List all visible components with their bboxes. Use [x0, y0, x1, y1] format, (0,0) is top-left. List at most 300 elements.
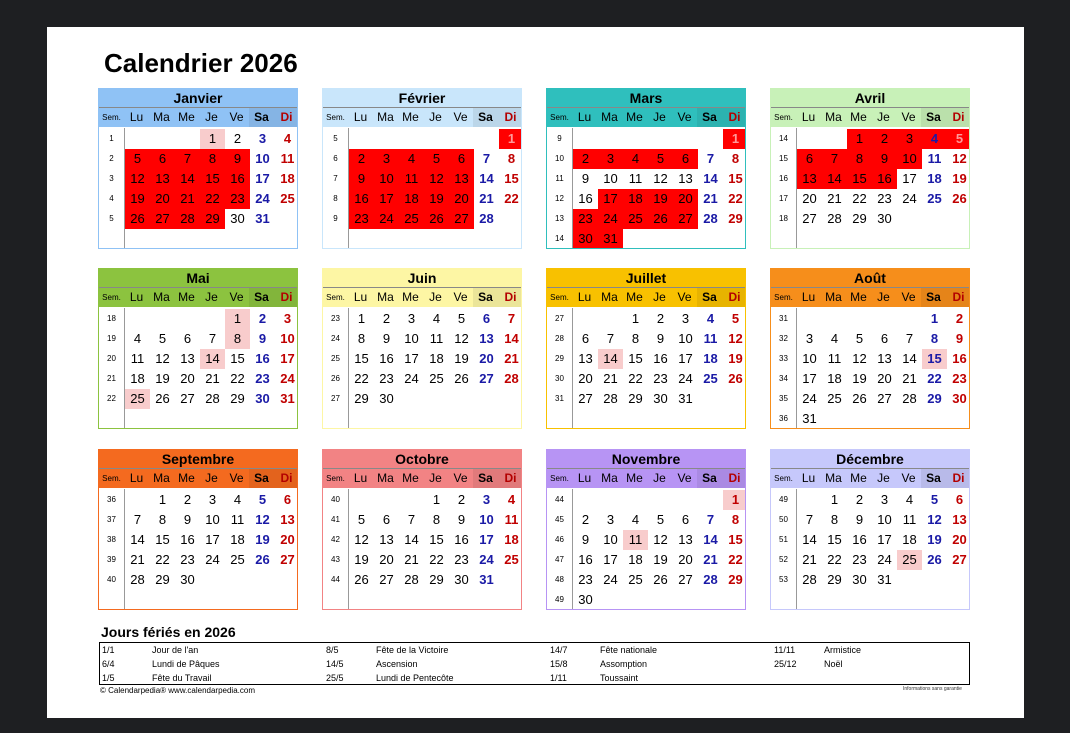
day-cell: 22	[852, 191, 867, 206]
day-cell: 7	[706, 151, 715, 166]
day-cell: 23	[952, 371, 967, 386]
holiday-date: 14/7	[550, 645, 568, 655]
week-header: Sem.	[99, 288, 124, 307]
day-header-ma: Ma	[597, 108, 622, 127]
day-cell: 2	[457, 492, 466, 507]
day-cell: 8	[830, 512, 839, 527]
month-name: Avril	[771, 89, 969, 108]
day-cell: 23	[349, 209, 374, 229]
week-number: 36	[107, 495, 116, 504]
week-number: 40	[107, 575, 116, 584]
day-cell: 28	[175, 209, 200, 229]
holidays-title: Jours fériés en 2026	[101, 624, 236, 640]
day-cell: 4	[631, 512, 640, 527]
week-number: 14	[779, 134, 788, 143]
day-cell: 7	[407, 512, 416, 527]
day-cell: 14	[479, 171, 494, 186]
week-number: 48	[555, 575, 564, 584]
day-cell: 7	[822, 149, 847, 169]
day-header-di: Di	[274, 108, 298, 127]
day-cell: 15	[728, 532, 743, 547]
week-header: Sem.	[323, 108, 348, 127]
day-cell: 12	[653, 171, 668, 186]
holiday-name: Fête de la Victoire	[376, 645, 449, 655]
day-header-me: Me	[398, 288, 423, 307]
day-cell: 14	[404, 532, 419, 547]
week-header: Sem.	[547, 108, 572, 127]
day-header-lu: Lu	[348, 288, 373, 307]
day-cell: 27	[578, 391, 593, 406]
week-number: 12	[555, 194, 564, 203]
day-header-sa: Sa	[473, 469, 498, 488]
holiday-date: 1/5	[102, 673, 115, 683]
day-header-me: Me	[174, 288, 199, 307]
day-cell: 18	[703, 351, 718, 366]
day-cell: 27	[952, 552, 967, 567]
day-cell: 21	[827, 191, 842, 206]
week-number: 2	[109, 154, 114, 163]
day-cell: 12	[852, 351, 867, 366]
day-cell: 29	[628, 391, 643, 406]
day-cell: 5	[125, 149, 150, 169]
day-cell: 21	[504, 351, 519, 366]
day-cell: 28	[703, 572, 718, 587]
day-cell: 22	[230, 371, 245, 386]
day-cell: 15	[628, 351, 643, 366]
day-cell: 29	[155, 572, 170, 587]
day-cell: 21	[902, 371, 917, 386]
day-header-ma: Ma	[821, 108, 846, 127]
day-cell: 3	[897, 129, 922, 149]
day-cell: 1	[830, 492, 839, 507]
day-cell: 25	[125, 389, 150, 409]
week-number: 37	[107, 515, 116, 524]
month-2	[322, 88, 522, 249]
day-header-ve: Ve	[448, 288, 473, 307]
day-cell: 8	[200, 149, 225, 169]
week-number: 10	[555, 154, 564, 163]
day-cell: 27	[449, 209, 474, 229]
day-cell: 18	[827, 371, 842, 386]
day-cell: 16	[379, 351, 394, 366]
month-1	[98, 88, 298, 249]
day-cell: 4	[706, 311, 715, 326]
holiday-name: Noël	[824, 659, 843, 669]
day-cell: 21	[130, 552, 145, 567]
day-cell: 21	[404, 552, 419, 567]
day-header-sa: Sa	[249, 108, 274, 127]
month-name: Décembre	[771, 450, 969, 469]
day-cell: 10	[603, 532, 618, 547]
day-cell: 18	[504, 532, 519, 547]
day-cell: 1	[723, 490, 746, 510]
day-cell: 25	[230, 552, 245, 567]
day-cell: 6	[681, 512, 690, 527]
day-header-di: Di	[274, 288, 298, 307]
day-cell: 12	[728, 331, 743, 346]
day-cell: 2	[573, 149, 598, 169]
day-cell: 9	[656, 331, 665, 346]
day-cell: 30	[230, 211, 245, 226]
day-cell: 10	[897, 149, 922, 169]
day-cell: 1	[930, 311, 939, 326]
holiday-date: 6/4	[102, 659, 115, 669]
day-cell: 19	[852, 371, 867, 386]
day-cell: 1	[432, 492, 441, 507]
day-cell: 23	[225, 189, 250, 209]
day-cell: 10	[374, 169, 399, 189]
day-cell: 13	[479, 331, 494, 346]
day-cell: 18	[230, 532, 245, 547]
holiday-name: Jour de l'an	[152, 645, 199, 655]
day-cell: 4	[905, 492, 914, 507]
day-header-ma: Ma	[597, 288, 622, 307]
day-cell: 2	[955, 311, 964, 326]
day-header-di: Di	[722, 469, 746, 488]
day-cell: 22	[628, 371, 643, 386]
day-cell: 8	[357, 331, 366, 346]
day-cell: 17	[374, 189, 399, 209]
day-cell: 20	[673, 189, 698, 209]
day-cell: 24	[902, 191, 917, 206]
week-number: 52	[779, 555, 788, 564]
day-cell: 4	[922, 129, 947, 149]
day-header-je: Je	[647, 288, 672, 307]
week-number: 19	[107, 334, 116, 343]
week-number: 7	[333, 174, 338, 183]
day-header-di: Di	[946, 288, 970, 307]
month-6	[322, 268, 522, 429]
day-cell: 3	[482, 492, 491, 507]
day-cell: 30	[255, 391, 270, 406]
day-cell: 17	[603, 552, 618, 567]
day-cell: 19	[125, 189, 150, 209]
day-header-ma: Ma	[373, 469, 398, 488]
day-cell: 12	[927, 512, 942, 527]
month-name: Novembre	[547, 450, 745, 469]
day-cell: 6	[183, 331, 192, 346]
day-header-di: Di	[722, 108, 746, 127]
day-header-lu: Lu	[572, 469, 597, 488]
holiday-name: Lundi de Pentecôte	[376, 673, 454, 683]
day-cell: 21	[703, 552, 718, 567]
day-cell: 15	[922, 349, 947, 369]
day-cell: 12	[354, 532, 369, 547]
week-number: 5	[109, 214, 114, 223]
day-cell: 8	[731, 151, 740, 166]
day-cell: 26	[952, 191, 967, 206]
day-cell: 20	[150, 189, 175, 209]
week-number: 43	[331, 555, 340, 564]
day-cell: 17	[479, 532, 494, 547]
day-cell: 29	[230, 391, 245, 406]
holiday-name: Ascension	[376, 659, 418, 669]
day-cell: 23	[573, 209, 598, 229]
day-cell: 26	[653, 572, 668, 587]
day-cell: 25	[827, 391, 842, 406]
day-cell: 31	[280, 391, 295, 406]
day-cell: 10	[678, 331, 693, 346]
day-cell: 5	[855, 331, 864, 346]
day-cell: 12	[424, 169, 449, 189]
day-cell: 26	[454, 371, 469, 386]
day-cell: 6	[673, 149, 698, 169]
day-header-sa: Sa	[697, 108, 722, 127]
day-cell: 9	[183, 512, 192, 527]
day-cell: 26	[125, 209, 150, 229]
day-header-lu: Lu	[796, 469, 821, 488]
month-12	[770, 449, 970, 610]
week-number: 9	[557, 134, 562, 143]
day-cell: 6	[283, 492, 292, 507]
day-cell: 26	[155, 391, 170, 406]
day-header-lu: Lu	[124, 108, 149, 127]
day-cell: 17	[280, 351, 295, 366]
day-cell: 19	[155, 371, 170, 386]
day-cell: 20	[578, 371, 593, 386]
day-cell: 30	[578, 592, 593, 607]
day-cell: 6	[797, 149, 822, 169]
day-header-sa: Sa	[473, 108, 498, 127]
day-cell: 10	[603, 171, 618, 186]
holiday-date: 8/5	[326, 645, 339, 655]
day-cell: 19	[728, 351, 743, 366]
day-cell: 16	[653, 351, 668, 366]
week-number: 27	[331, 394, 340, 403]
week-number: 15	[779, 154, 788, 163]
day-cell: 26	[728, 371, 743, 386]
day-cell: 27	[877, 391, 892, 406]
day-cell: 5	[930, 492, 939, 507]
day-cell: 8	[507, 151, 516, 166]
day-cell: 28	[827, 211, 842, 226]
day-cell: 19	[454, 351, 469, 366]
day-cell: 10	[280, 331, 295, 346]
day-header-ve: Ve	[224, 288, 249, 307]
week-number: 28	[555, 334, 564, 343]
day-cell: 3	[805, 331, 814, 346]
week-number: 8	[333, 194, 338, 203]
week-number: 9	[333, 214, 338, 223]
week-number: 31	[555, 394, 564, 403]
day-header-je: Je	[871, 469, 896, 488]
day-cell: 30	[877, 211, 892, 226]
day-cell: 9	[225, 149, 250, 169]
day-cell: 19	[653, 552, 668, 567]
day-cell: 27	[180, 391, 195, 406]
week-number: 30	[555, 374, 564, 383]
day-cell: 9	[872, 149, 897, 169]
week-number: 22	[107, 394, 116, 403]
day-cell: 13	[150, 169, 175, 189]
day-cell: 13	[280, 512, 295, 527]
day-header-sa: Sa	[697, 469, 722, 488]
day-cell: 25	[504, 552, 519, 567]
day-cell: 2	[349, 149, 374, 169]
day-header-di: Di	[498, 288, 522, 307]
week-number: 27	[555, 314, 564, 323]
day-cell: 14	[598, 349, 623, 369]
day-cell: 28	[603, 391, 618, 406]
day-cell: 14	[504, 331, 519, 346]
week-number: 32	[779, 334, 788, 343]
day-header-je: Je	[423, 469, 448, 488]
day-cell: 23	[852, 552, 867, 567]
day-cell: 7	[482, 151, 491, 166]
day-cell: 11	[399, 169, 424, 189]
day-cell: 15	[155, 532, 170, 547]
week-header: Sem.	[771, 469, 796, 488]
day-cell: 14	[200, 349, 225, 369]
day-cell: 3	[283, 311, 292, 326]
week-number: 42	[331, 535, 340, 544]
day-header-ma: Ma	[373, 108, 398, 127]
day-cell: 4	[507, 492, 516, 507]
day-cell: 15	[429, 532, 444, 547]
day-cell: 27	[379, 572, 394, 587]
day-header-je: Je	[647, 469, 672, 488]
day-cell: 16	[578, 552, 593, 567]
day-cell: 11	[827, 351, 842, 366]
day-header-lu: Lu	[572, 288, 597, 307]
day-header-je: Je	[423, 108, 448, 127]
day-cell: 5	[457, 311, 466, 326]
day-header-ve: Ve	[896, 469, 921, 488]
day-cell: 11	[628, 171, 643, 186]
day-cell: 12	[653, 532, 668, 547]
month-10	[322, 449, 522, 610]
day-cell: 7	[905, 331, 914, 346]
day-cell: 20	[479, 351, 494, 366]
day-cell: 2	[855, 492, 864, 507]
month-8	[770, 268, 970, 429]
day-cell: 11	[280, 151, 295, 166]
day-cell: 21	[802, 552, 817, 567]
day-cell: 16	[180, 532, 195, 547]
day-cell: 2	[183, 492, 192, 507]
day-cell: 3	[258, 131, 267, 146]
day-cell: 24	[802, 391, 817, 406]
day-cell: 22	[728, 191, 743, 206]
day-cell: 13	[678, 532, 693, 547]
day-header-ma: Ma	[149, 108, 174, 127]
day-cell: 8	[731, 512, 740, 527]
day-cell: 26	[255, 552, 270, 567]
day-cell: 24	[205, 552, 220, 567]
day-cell: 10	[255, 151, 270, 166]
day-cell: 7	[175, 149, 200, 169]
month-name: Septembre	[99, 450, 297, 469]
day-cell: 12	[155, 351, 170, 366]
day-cell: 16	[952, 351, 967, 366]
day-cell: 5	[648, 149, 673, 169]
week-header: Sem.	[771, 288, 796, 307]
day-cell: 7	[507, 311, 516, 326]
day-cell: 4	[830, 331, 839, 346]
day-header-lu: Lu	[124, 288, 149, 307]
day-cell: 5	[424, 149, 449, 169]
day-cell: 16	[872, 169, 897, 189]
week-header: Sem.	[99, 108, 124, 127]
day-cell: 14	[902, 351, 917, 366]
holiday-name: Toussaint	[600, 673, 639, 683]
day-cell: 19	[255, 532, 270, 547]
day-header-di: Di	[498, 469, 522, 488]
day-header-ve: Ve	[896, 288, 921, 307]
day-cell: 21	[703, 191, 718, 206]
week-number: 11	[555, 174, 564, 183]
day-cell: 30	[379, 391, 394, 406]
day-cell: 2	[258, 311, 267, 326]
day-cell: 28	[130, 572, 145, 587]
day-cell: 11	[130, 351, 145, 366]
day-header-lu: Lu	[572, 108, 597, 127]
week-number: 35	[779, 394, 788, 403]
day-cell: 22	[200, 189, 225, 209]
day-cell: 20	[449, 189, 474, 209]
day-cell: 9	[457, 512, 466, 527]
week-number: 26	[331, 374, 340, 383]
day-cell: 9	[955, 331, 964, 346]
week-number: 14	[555, 234, 564, 243]
day-cell: 14	[175, 169, 200, 189]
day-header-je: Je	[199, 469, 224, 488]
day-cell: 22	[429, 552, 444, 567]
day-cell: 21	[603, 371, 618, 386]
month-4	[770, 88, 970, 249]
day-cell: 1	[631, 311, 640, 326]
week-number: 1	[109, 134, 114, 143]
day-cell: 20	[180, 371, 195, 386]
day-cell: 29	[200, 209, 225, 229]
day-header-me: Me	[622, 288, 647, 307]
day-cell: 12	[125, 169, 150, 189]
day-cell: 13	[578, 351, 593, 366]
day-cell: 5	[258, 492, 267, 507]
holiday-date: 15/8	[550, 659, 568, 669]
day-cell: 8	[930, 331, 939, 346]
week-number: 25	[331, 354, 340, 363]
week-number: 3	[109, 174, 114, 183]
day-header-ve: Ve	[672, 288, 697, 307]
day-cell: 11	[429, 331, 444, 346]
footer-disclaimer: Informations sans garantie	[903, 686, 962, 692]
month-name: Octobre	[323, 450, 521, 469]
day-header-ve: Ve	[224, 469, 249, 488]
day-cell: 16	[255, 351, 270, 366]
day-cell: 1	[847, 129, 872, 149]
day-cell: 23	[877, 191, 892, 206]
day-header-me: Me	[622, 108, 647, 127]
day-header-lu: Lu	[348, 469, 373, 488]
week-number: 20	[107, 354, 116, 363]
day-cell: 20	[379, 552, 394, 567]
day-cell: 23	[653, 371, 668, 386]
day-cell: 30	[573, 229, 598, 249]
day-cell: 17	[404, 351, 419, 366]
day-cell: 24	[255, 191, 270, 206]
footer-copyright: © Calendarpedia® www.calendarpedia.com	[100, 686, 255, 695]
day-header-lu: Lu	[124, 469, 149, 488]
day-header-je: Je	[199, 108, 224, 127]
day-cell: 14	[703, 171, 718, 186]
day-cell: 13	[877, 351, 892, 366]
day-cell: 18	[628, 552, 643, 567]
day-cell: 27	[150, 209, 175, 229]
page-title: Calendrier 2026	[104, 48, 298, 78]
month-name: Février	[323, 89, 521, 108]
day-cell: 14	[130, 532, 145, 547]
